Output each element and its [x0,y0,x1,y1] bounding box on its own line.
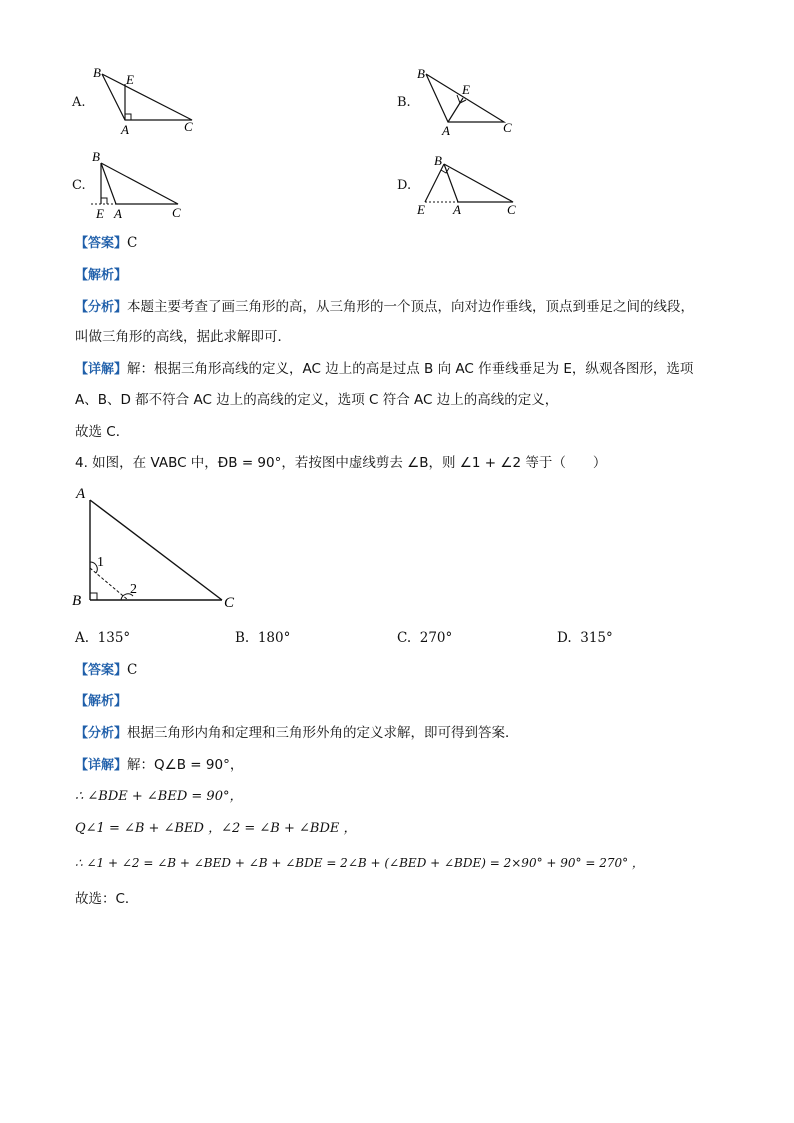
q4-analysis-heading [75,692,127,711]
label-c: C [503,120,512,135]
detail-tag: 【详解】 [75,758,128,773]
label-b: B [434,153,442,168]
choice-value: 270° [419,630,453,646]
q4-detail-line3: Q∠1 = ∠B + ∠BED ，∠2 = ∠B + ∠BDE ， [75,821,357,836]
triangle [444,164,513,202]
q3-detail-line1 [75,360,693,379]
label-a: A [121,122,129,137]
q4-detail-line2: ∴ ∠BDE + ∠BED = 90°， [75,789,243,804]
q4-detail-line1 [75,756,243,775]
label-a: A [442,123,450,137]
triangle [101,163,178,204]
choice-d [557,630,613,646]
choice-letter: D. [557,630,572,646]
label-a: A [76,486,86,502]
choice-b [235,630,290,646]
detail-text: 解：根据三角形高线的定义，AC 边上的高是过点 B 向 AC 作垂线垂足为 E，纵观各图形，选项 [127,361,694,377]
right-angle-mark [90,593,97,600]
label-1: 1 [97,555,104,570]
label-b: B [93,65,101,80]
label-a: A [453,202,461,217]
right-angle-mark [101,198,107,204]
detail-tag: 【详解】 [75,362,128,377]
label-c: C [172,205,181,220]
q3-detail-line2: A、B、D 都不符合 AC 边上的高线的定义，选项 C 符合 AC 边上的高线的定义， [75,392,559,408]
answer-tag: 【答案】 [75,236,128,251]
detail-text: 解：Q∠B = 90°， [127,757,244,773]
choice-value: 315° [580,630,613,646]
label-c: C [224,595,235,611]
label-b: B [417,66,425,81]
triangle [102,74,192,120]
choice-a [75,630,130,646]
choice-letter: B. [235,630,250,646]
option-a-figure [88,62,208,137]
q4-answer-line [75,661,137,680]
label-b: B [92,149,100,164]
q3-conclusion: 故选 C． [75,424,130,440]
option-a-letter: A. [72,95,86,110]
fenxi-text: 根据三角形内角和定理和三角形外角的定义求解，即可得到答案． [127,725,519,741]
analysis-tag: 【解析】 [75,268,128,283]
choice-c [397,630,452,646]
q4-figure [70,484,250,614]
cut-line [90,568,128,600]
q3-fenxi-line2: 叫做三角形的高线，据此求解即可． [75,329,291,345]
q3-analysis-heading [75,266,127,285]
choice-value: 180° [257,630,291,646]
fenxi-text: 本题主要考查了画三角形的高，从三角形的一个顶点，向对边作垂线，顶点到垂足之间的线段， [127,299,695,315]
q4-fenxi-line [75,724,519,743]
option-b-letter: B. [397,95,411,110]
option-b-figure [412,62,532,137]
analysis-tag: 【解析】 [75,694,128,709]
label-a: A [114,206,122,221]
choice-letter: C. [397,630,412,646]
option-c-letter: C. [72,178,86,193]
option-d-letter: D. [397,178,412,193]
q3-fenxi-line1 [75,298,694,317]
label-c: C [184,119,193,134]
fenxi-tag: 【分析】 [75,726,128,741]
label-b: B [72,593,82,609]
q4-stem: 4. 如图，在 VABC 中，ÐB = 90°，若按图中虚线剪去 ∠B，则 ∠1 + ∠2 等于（ ） [75,455,607,471]
label-2: 2 [130,582,137,597]
label-e: E [96,206,104,221]
q4-detail-line4: ∴ ∠1 + ∠2 = ∠B + ∠BED + ∠B + ∠BDE = 2∠B + (∠BED + ∠BDE) = 2×90° + 90° = 270° ， [75,856,644,870]
choice-letter: A. [75,630,90,646]
altitude [448,98,463,122]
label-e: E [462,82,470,97]
label-e: E [126,72,134,87]
q4-conclusion: 故选：C． [75,891,139,907]
label-e: E [417,202,425,217]
option-c-figure [88,148,198,223]
answer-value: C [127,662,138,678]
answer-tag: 【答案】 [75,663,128,678]
right-angle-mark [125,114,131,120]
altitude [425,164,444,202]
fenxi-tag: 【分析】 [75,300,128,315]
q3-answer-line [75,234,137,253]
answer-value: C [127,235,138,251]
label-c: C [507,202,516,217]
option-d-figure [412,150,532,222]
choice-value: 135° [97,630,131,646]
